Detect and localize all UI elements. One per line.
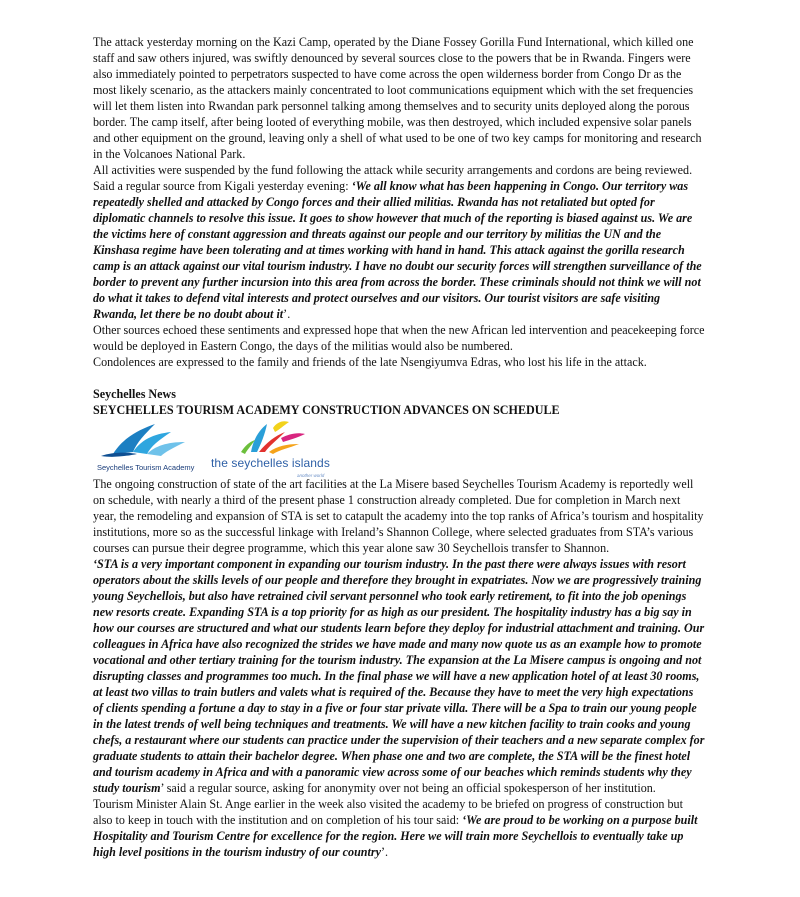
document-page bbox=[93, 34, 705, 860]
article-headline: SEYCHELLES TOURISM ACADEMY CONSTRUCTION ADVANCES ON SCHEDULE bbox=[93, 403, 560, 417]
minister-quote-end: ’. bbox=[380, 845, 389, 859]
logo-si-text: the seychelles islands bbox=[211, 456, 330, 470]
seychelles-tourism-academy-logo bbox=[93, 418, 209, 476]
sta-quote-end: ’ said a regular source, asking for anonymity over not being an official spokesperson of her institution. bbox=[160, 781, 656, 795]
section-label: Seychelles News bbox=[93, 387, 176, 401]
logo-sta-text: Seychelles Tourism Academy bbox=[97, 463, 195, 472]
sta-paragraph-3 bbox=[93, 796, 705, 860]
kazi-paragraph-1: The attack yesterday morning on the Kazi Camp, operated by the Diane Fossey Gorilla Fund International, which killed one staff and saw others injured, was swiftly denounced by several sources close to the powers that be in Rwanda. Fingers were also immediately pointed to perpetrators suspected to have come across the open wilderness border from Congo Dr as the most likely scenario, as the attackers mainly concentrated to loot communications equipment which with the set frequencies will let them listen into Rwandan park personnel talking among themselves and to security units deployed along the porous border. The camp itself, after being looted of everything mobile, was then destroyed, which included expensive solar panels and other equipment on the ground, leaving only a shell of what used to be one of two key camps for monitoring and research in the Volcanoes National Park. bbox=[93, 35, 702, 161]
kazi-paragraph-2 bbox=[93, 162, 705, 322]
kazi-quote-end: ’. bbox=[283, 307, 291, 321]
sta-quote: ‘STA is a very important component in expanding our tourism industry. In the past there were always issues with resort operators about the skills levels of our people and therefore they brought in expatriates. Now we are progressively training young Seychellois, but also have retrained civil servant personnel who took early retirement, to fit into the job openings new resorts create. Expanding STA is a top priority for as high as our president. The hospitality industry has a big say in how our courses are structured and what our students learn before they deploy for industrial attachment and training. Our colleagues in Africa have also recognized the strides we have made and many now quote us as an example how to promote vocational and other tertiary training for the tourism industry. The expansion at the La Misere campus is ongoing and not disrupting classes and programmes too much. In the final phase we will have a new application hotel of at least 30 rooms, at least two villas to train butlers and valets what is required of the. Because they have to meet the very high expectations of clients spending a fortune a day to stay in a five or four star private villa. There will be a Spa to train our young people in the latest trends of well being techniques and treatments. We will have a new kitchen facility to train cooks and young chefs, a restaurant where our students can practice under the supervision of their teachers and a new separate complex for graduate students to attain their bachelor degree. When phase one and two are complete, the STA will be the finest hotel and tourism academy in Africa and with a panoramic view across some of our beaches which reminds students why they study tourism bbox=[93, 557, 705, 795]
bird-wings-icon bbox=[93, 418, 209, 460]
sta-paragraph-2 bbox=[93, 556, 705, 796]
flower-brushstroke-icon bbox=[211, 418, 333, 456]
minister-quote: ‘We are proud to be working on a purpose built Hospitality and Tourism Centre for excellence for the region. Here we will train more Seychellois to eventually take up high level positions in the tourism industry of our country bbox=[93, 813, 698, 859]
kazi-quote: ‘We all know what has been happening in Congo. Our territory was repeatedly shelled and attacked by Congo forces and their allied militias. Rwanda has not retaliated but opted for diplomatic channels to resolve this issue. It goes to show however that much of the reporting is biased against us. We are the victims here of constant aggression and threats against our people and our territory by militias the UN and the Kinshasa regime have been tolerating and at times working with hand in hand. This attack against the gorilla research camp is an attack against our vital tourism industry. I have no doubt our security forces will strengthen surveillance of the border to prevent any further incursion into this area from across the border. These criminals should not think we will not do what it takes to defend vital interests and protect ourselves and our visitors. Our tourist visitors are safe visiting Rwanda, let there be no doubt about it bbox=[93, 179, 702, 321]
section-spacer bbox=[93, 370, 705, 386]
kazi-paragraph-4: Condolences are expressed to the family and friends of the late Nsengiyumva Edras, who lost his life in the attack. bbox=[93, 355, 647, 369]
kazi-paragraph-3: Other sources echoed these sentiments and expressed hope that when the new African led intervention and peacekeeping force would be deployed in Eastern Congo, the days of the militias would also be numbered. bbox=[93, 323, 705, 353]
sta-paragraph-3-intro: Tourism Minister Alain St. Ange earlier in the week also visited the academy to be briefed on progress of construction but also to keep in touch with the institution and on completion of his tour said: bbox=[93, 797, 683, 827]
logo-si-tagline: another world bbox=[297, 473, 325, 478]
kazi-paragraph-2-intro: All activities were suspended by the fund following the attack while security arrangements and cordons are being reviewed. Said a regular source from Kigali yesterday evening: bbox=[93, 163, 693, 193]
sta-paragraph-1: The ongoing construction of state of the art facilities at the La Misere based Seychelles Tourism Academy is reportedly well on schedule, with nearly a third of the present phase 1 construction already completed. Due for completion in March next year, the remodeling and expansion of STA is set to catapult the academy into the top ranks of Africa’s tourism and hospitality institutions, more so as the successful linkage with Ireland’s Shannon College, where selected graduates from STA’s various courses can pursue their degree programme, which this year alone saw 30 Seychellois transfer to Shannon. bbox=[93, 477, 704, 555]
logo-strip bbox=[93, 418, 705, 476]
seychelles-islands-logo bbox=[211, 418, 333, 476]
